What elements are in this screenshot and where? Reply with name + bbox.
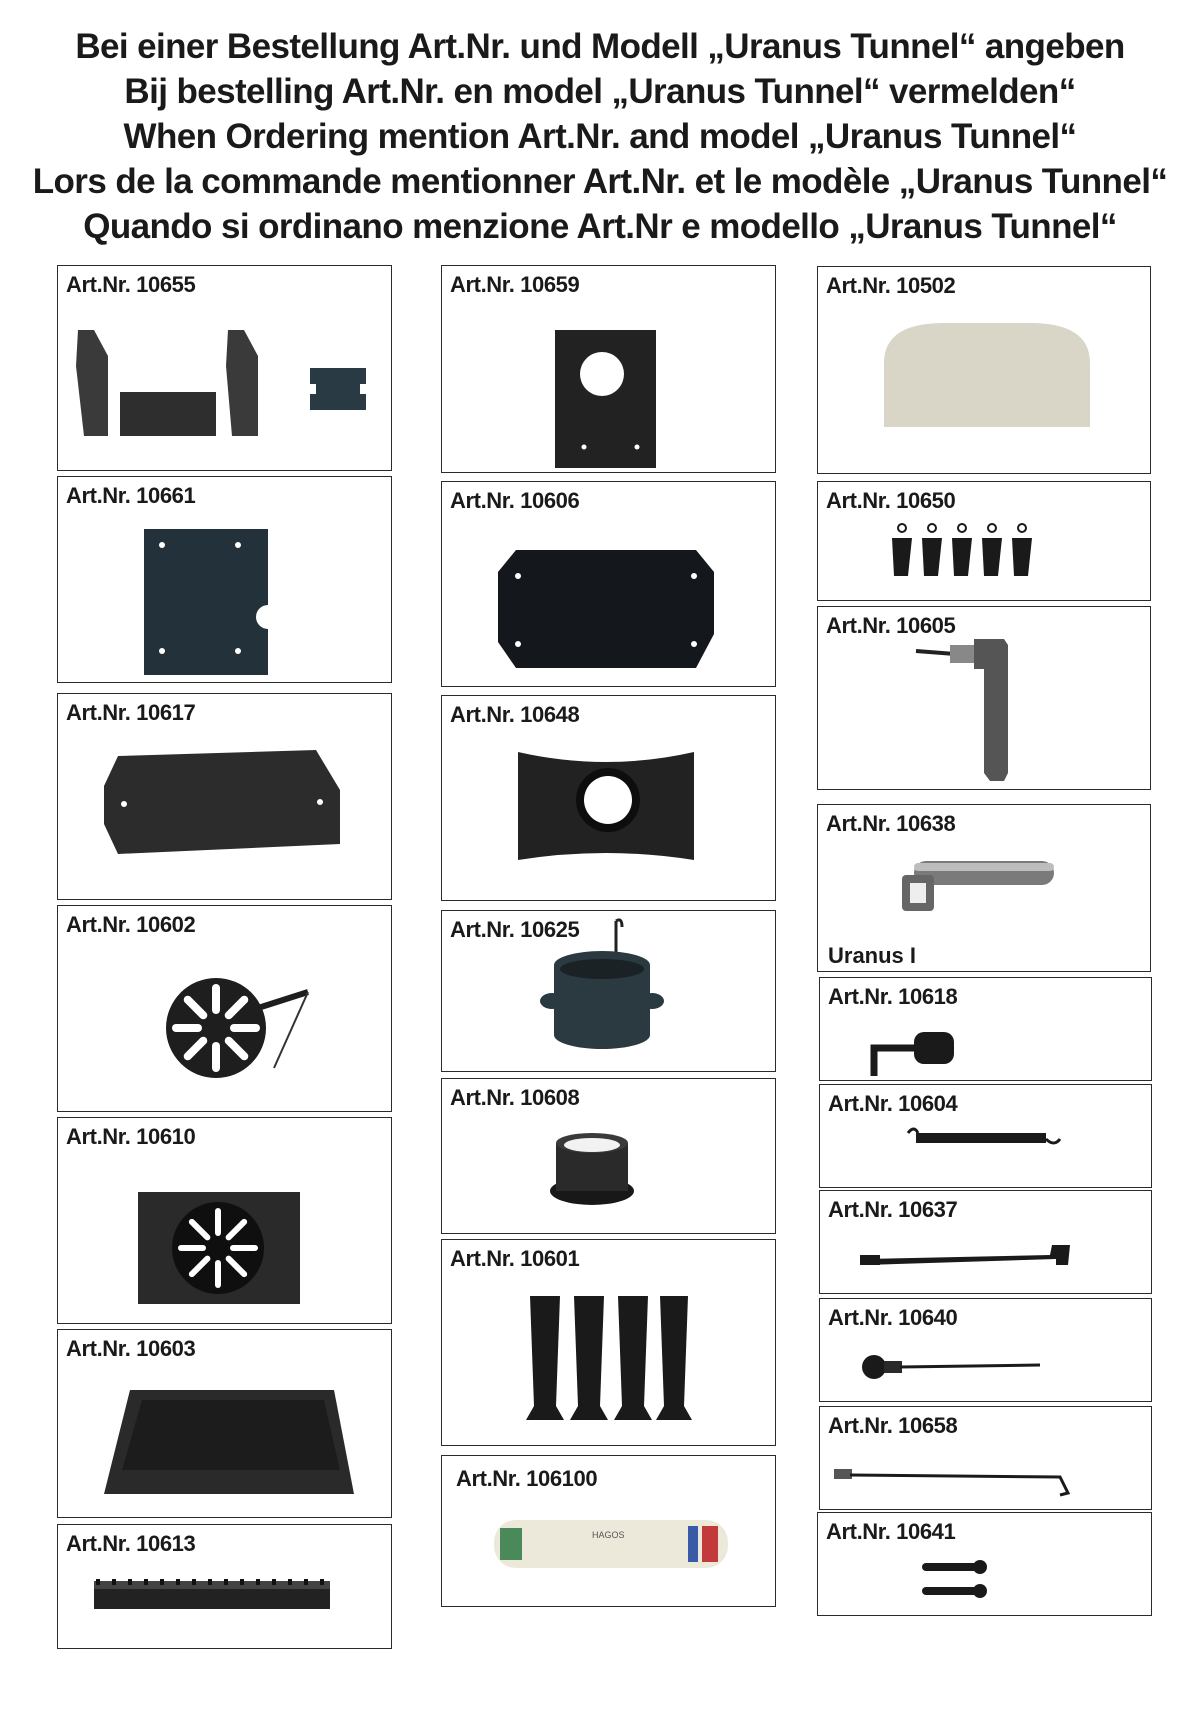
part-10638 [817,804,1151,972]
part-number: Art.Nr. 10640 [828,1305,958,1330]
legs-image [442,1240,777,1447]
part-10608 [441,1078,776,1234]
part-10641 [817,1512,1152,1616]
part-10661 [57,476,392,683]
part-10603 [57,1329,392,1518]
part-number: Art.Nr. 10604 [828,1091,958,1116]
part-number: Art.Nr. 10602 [66,912,196,937]
flue-spigot-image [442,1079,777,1235]
part-number: Art.Nr. 10608 [450,1085,580,1110]
top-plate-image [442,266,777,474]
instruction-nl: Bij bestelling Art.Nr. en model „Uranus Tunnel“ vermelden“ [124,72,1076,111]
part-10658 [819,1406,1152,1510]
spring-image [820,1085,1153,1189]
part-106100 [441,1455,776,1607]
part-10617 [57,693,392,900]
octagonal-plate-image [442,482,777,688]
part-number: Art.Nr. 10658 [828,1413,958,1438]
air-rosette-image [58,906,393,1113]
instruction-de: Bei einer Bestellung Art.Nr. und Modell „Uranus Tunnel“ angeben [75,27,1125,66]
part-10602 [57,905,392,1112]
part-10659 [441,265,776,473]
part-10625 [441,910,776,1072]
door-rosette-plate-image [58,1118,393,1325]
part-10605 [817,606,1151,790]
sealant-cartridge-image [442,1456,777,1608]
cutout-plate-image [58,477,393,684]
instruction-fr: Lors de la commande mentionner Art.Nr. et le modèle „Uranus Tunnel“ [32,162,1168,201]
baffle-plate-image [58,694,393,901]
part-10606 [441,481,776,687]
part-10604 [819,1084,1152,1188]
part-10648 [441,695,776,901]
part-10655 [57,265,392,471]
part-number: Art.Nr. 10661 [66,483,196,508]
part-10637 [819,1190,1152,1294]
insulation-plate-image [818,267,1152,475]
part-number: Art.Nr. 106100 [456,1466,598,1491]
flue-collar-plate-image [442,696,777,902]
brackets-set-image [818,482,1152,602]
part-10650 [817,481,1151,601]
part-number: Art.Nr. 10655 [66,272,196,297]
part-number: Art.Nr. 10659 [450,272,580,297]
grate-bar-image [58,1525,393,1650]
key-handle-image [818,805,1152,973]
order-instructions [0,24,1200,249]
flue-damper-image [442,911,777,1073]
part-number: Art.Nr. 10638 [826,811,956,836]
bolts-image [818,1513,1153,1617]
part-10613 [57,1524,392,1649]
part-number: Art.Nr. 10641 [826,1519,956,1544]
part-number: Art.Nr. 10650 [826,488,956,513]
part-number: Art.Nr. 10606 [450,488,580,513]
cartridge-brand: HAGOS [592,1530,625,1540]
part-10618 [819,977,1152,1081]
crank-key-image [820,978,1153,1082]
part-number: Art.Nr. 10625 [450,917,580,942]
part-number: Art.Nr. 10603 [66,1336,196,1361]
part-number: Art.Nr. 10613 [66,1531,196,1556]
part-10610 [57,1117,392,1324]
part-number: Art.Nr. 10605 [826,613,956,638]
door-handle-image [818,607,1152,791]
side-panels-image [58,266,393,472]
ash-pan-image [58,1330,393,1519]
part-number: Art.Nr. 10618 [828,984,958,1009]
lever-image [820,1191,1153,1295]
part-number: Art.Nr. 10617 [66,700,196,725]
part-10640 [819,1298,1152,1402]
hook-rod-image [820,1407,1153,1511]
part-number: Art.Nr. 10637 [828,1197,958,1222]
part-number: Art.Nr. 10648 [450,702,580,727]
part-number: Art.Nr. 10502 [826,273,956,298]
part-10502 [817,266,1151,474]
instruction-it: Quando si ordinano menzione Art.Nr e modello „Uranus Tunnel“ [83,207,1117,246]
part-10601 [441,1239,776,1446]
part-number: Art.Nr. 10601 [450,1246,580,1271]
part-number: Art.Nr. 10610 [66,1124,196,1149]
model-note: Uranus I [828,943,917,968]
poker-rod-image [820,1299,1153,1403]
instruction-en: When Ordering mention Art.Nr. and model „Uranus Tunnel“ [123,117,1077,156]
